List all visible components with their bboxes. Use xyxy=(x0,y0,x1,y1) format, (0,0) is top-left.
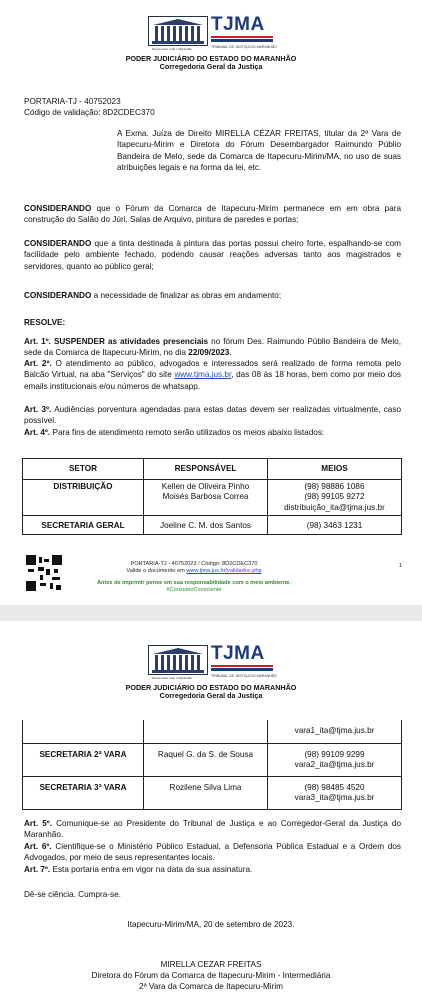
cell-responsavel: Rozilene Silva Lima xyxy=(144,776,268,809)
tjma-logo xyxy=(148,645,280,679)
logo-tagline: TRIBUNAL DE JUSTIÇA DO MARANHÃO xyxy=(211,674,277,678)
table-header-row xyxy=(23,459,402,480)
considerando-1 xyxy=(24,203,401,226)
cell-setor: SECRETARIA 2ª VARA xyxy=(23,743,144,776)
article-2 xyxy=(24,358,401,392)
logo-text: TJMA xyxy=(211,14,265,35)
cell-meios xyxy=(268,479,402,516)
article-3 xyxy=(24,404,401,427)
phone-number: (98) 98485 4520 xyxy=(304,782,365,792)
email-address: vara1_ita@tjma.jus.br xyxy=(268,720,402,743)
article-1-bold: SUSPENDER as atividades presenciais xyxy=(53,337,209,346)
page-number: 1 xyxy=(398,563,402,569)
phone-number: (98) 99109 9299 xyxy=(304,749,365,759)
cell-setor: SECRETARIA GERAL xyxy=(23,516,144,535)
column-header-responsavel: RESPONSÁVEL xyxy=(144,459,268,480)
table-row xyxy=(23,479,402,516)
article-1-label: Art. 1º. xyxy=(24,337,51,346)
article-3-label: Art. 3º. xyxy=(24,405,52,414)
responsavel-name: Moisés Barbosa Correa xyxy=(162,492,249,502)
tjma-site-link[interactable]: www.tjma.jus.br xyxy=(174,370,232,380)
cell-responsavel xyxy=(144,479,268,516)
considerando-3 xyxy=(24,290,401,301)
article-2-text-b: , das 08 às 18 horas, bem como por meio dos emails institucionais e/ou números de whatsapp. xyxy=(24,370,401,391)
article-6-label: Art. 6º. xyxy=(24,842,52,851)
article-1: Art. 1º. SUSPENDER as atividades presenciais no fórum Des. Raimundo Públio Bandeira de Melo, sede da Comarca de Itapecuru-Mirim, no dia 22/09/2023. xyxy=(24,337,402,358)
institution-name: PODER JUDICIÁRIO DO ESTADO DO MARANHÃO xyxy=(125,683,297,692)
article-2-label: Art. 2º. xyxy=(24,359,52,368)
considerando-label: CONSIDERANDO xyxy=(24,291,92,300)
logo-flag-bars xyxy=(211,36,273,42)
article-1-text: no fórum Des. Raimundo Públio Bandeira de Melo, sede da Comarca de Itapecuru-Mirim, no dia xyxy=(24,337,402,358)
article-3-text: Audiências porventura agendadas para estas datas devem ser realizadas virtualmente, caso possível. xyxy=(24,405,402,426)
article-5-text: Comunique-se ao Presidente do Tribunal de Justiça e ao Corregedor-Geral da Justiça do Maranhão. xyxy=(24,819,401,840)
logo-text: TJMA xyxy=(211,643,265,664)
contacts-table-continued xyxy=(22,720,402,810)
closing-line: Dê-se ciência. Cumpra-se. xyxy=(24,890,121,899)
page-header xyxy=(0,643,422,700)
considerando-2 xyxy=(24,238,401,272)
validate-prefix: Valide o documento em xyxy=(126,568,185,574)
responsavel-name: Kellen de Oliveira Pinho xyxy=(161,481,250,491)
cell-meios: (98) 3463 1231 xyxy=(268,516,402,535)
table-row xyxy=(23,743,402,776)
article-7-text: Esta portaria entra em vigor na data da sua assinatura. xyxy=(52,865,253,874)
table-row xyxy=(23,516,402,535)
cell-setor: DISTRIBUIÇÃO xyxy=(23,479,144,516)
validate-link[interactable]: www.tjma.jus.br/validadoc.php xyxy=(186,568,262,574)
article-4-text: Para fins de atendimento remoto serão utilizados os meios abaixo listados: xyxy=(52,428,325,437)
department-name: Corregedoria Geral da Justiça xyxy=(159,691,263,700)
table-row xyxy=(23,720,402,743)
logo-flag-bars xyxy=(211,665,273,671)
resolve-heading: RESOLVE: xyxy=(24,318,66,327)
footer-meta: PORTARIA-TJ - 40752023 / Código: 8D2CDEC370 xyxy=(130,561,258,567)
portaria-id: PORTARIA-TJ - 40752023 xyxy=(24,97,121,106)
email-address: distribuição_ita@tjma.jus.br xyxy=(284,502,385,512)
article-6-text: Cientifique-se o Ministério Público Estadual, a Defensoria Pública Estadual e a Ordem dos Advogados, por meio de seus representantes locais. xyxy=(24,842,401,863)
courthouse-crest-icon xyxy=(148,16,208,46)
validation-qr-code[interactable] xyxy=(26,555,62,591)
cell-meios xyxy=(268,776,402,809)
validation-code: Código de validação: 8D2CDEC370 xyxy=(24,108,155,117)
article-7 xyxy=(24,864,401,875)
crest-caption: Nossa casa, todo o Maranhão xyxy=(152,676,193,680)
eco-hashtag: #ConsumoConsciente xyxy=(166,587,222,593)
eco-message: Antes de imprimir pense em sua responsabilidade com o meio ambiente. xyxy=(97,580,291,586)
signer-unit: 2ª Vara da Comarca de Itapecuru-Mirim xyxy=(139,982,283,991)
table-row xyxy=(23,776,402,809)
intro-paragraph: A Exma. Juíza de Direito MIRELLA CÉZAR FREITAS, titular da 2ª Vara de Itapecuru-Mirim e Diretora do Fórum Desembargador Raimundo Públio Bandeira de Melo, sede da Comarca de Itapecuru-Mirim/MA, no uso de suas atribuições legais e na forma da lei, etc. xyxy=(117,129,401,172)
column-header-setor: SETOR xyxy=(23,459,144,480)
article-4-label: Art. 4º. xyxy=(24,428,51,437)
signer-role: Diretora do Fórum da Comarca de Itapecuru-Mirim - Intermediária xyxy=(91,971,331,980)
email-address: vara3_ita@tjma.jus.br xyxy=(294,793,375,803)
courthouse-crest-icon xyxy=(148,645,208,675)
signer-name: MIRELLA CEZAR FREITAS xyxy=(160,960,262,969)
tjma-logo xyxy=(148,16,280,50)
place-and-date: Itapecuru-Mirim/MA, 20 de setembro de 2023. xyxy=(127,920,295,929)
considerando-label: CONSIDERANDO xyxy=(24,204,92,213)
considerando-label: CONSIDERANDO xyxy=(24,239,92,248)
article-7-label: Art. 7º. xyxy=(24,865,51,874)
institution-name: PODER JUDICIÁRIO DO ESTADO DO MARANHÃO xyxy=(125,54,297,63)
article-5 xyxy=(24,818,401,841)
article-5-label: Art. 5º. xyxy=(24,819,53,828)
article-1-date: 22/09/2023 xyxy=(188,348,230,358)
cell-responsavel: Raquel G. da S. de Sousa xyxy=(144,743,268,776)
article-2-text-a: O atendimento ao público, advogados e interessados será realizado de forma remota pelo Balcão Virtual, na aba "Serviços" do site xyxy=(24,359,401,380)
column-header-meios: MEIOS xyxy=(268,459,402,480)
email-address: vara2_ita@tjma.jus.br xyxy=(294,760,375,770)
department-name: Corregedoria Geral da Justiça xyxy=(159,62,263,71)
article-6 xyxy=(24,841,401,864)
contacts-table xyxy=(22,458,402,535)
article-4 xyxy=(24,427,401,438)
considerando-2-text: que a tinta destinada à pintura das portas possui cheiro forte, espalhando-se com facilidade pelo ambiente fechado, podendo causar reações adversas tanto aos magistrados e servidores, quanto ao público geral; xyxy=(24,239,401,271)
cell-responsavel: Joeline C. M. dos Santos xyxy=(144,516,268,535)
cell-setor: SECRETARIA 3ª VARA xyxy=(23,776,144,809)
considerando-3-text: a necessidade de finalizar as obras em andamento; xyxy=(93,291,282,300)
page-header xyxy=(0,14,422,71)
logo-tagline: TRIBUNAL DE JUSTIÇA DO MARANHÃO xyxy=(211,45,277,49)
document-page-2 xyxy=(0,621,422,1000)
crest-caption: Nossa casa, todo o Maranhão xyxy=(152,47,193,51)
footer-validate xyxy=(64,568,324,575)
considerando-1-text: que o Fórum da Comarca de Itapecuru-Mirim permanece em em obra para construção do Salão do Júri, Salas de Arquivo, pintura de paredes e portas; xyxy=(24,204,402,225)
phone-number: (98) 99105 9272 xyxy=(304,492,365,502)
cell-meios xyxy=(268,743,402,776)
phone-number: (98) 98886 1086 xyxy=(304,481,365,491)
